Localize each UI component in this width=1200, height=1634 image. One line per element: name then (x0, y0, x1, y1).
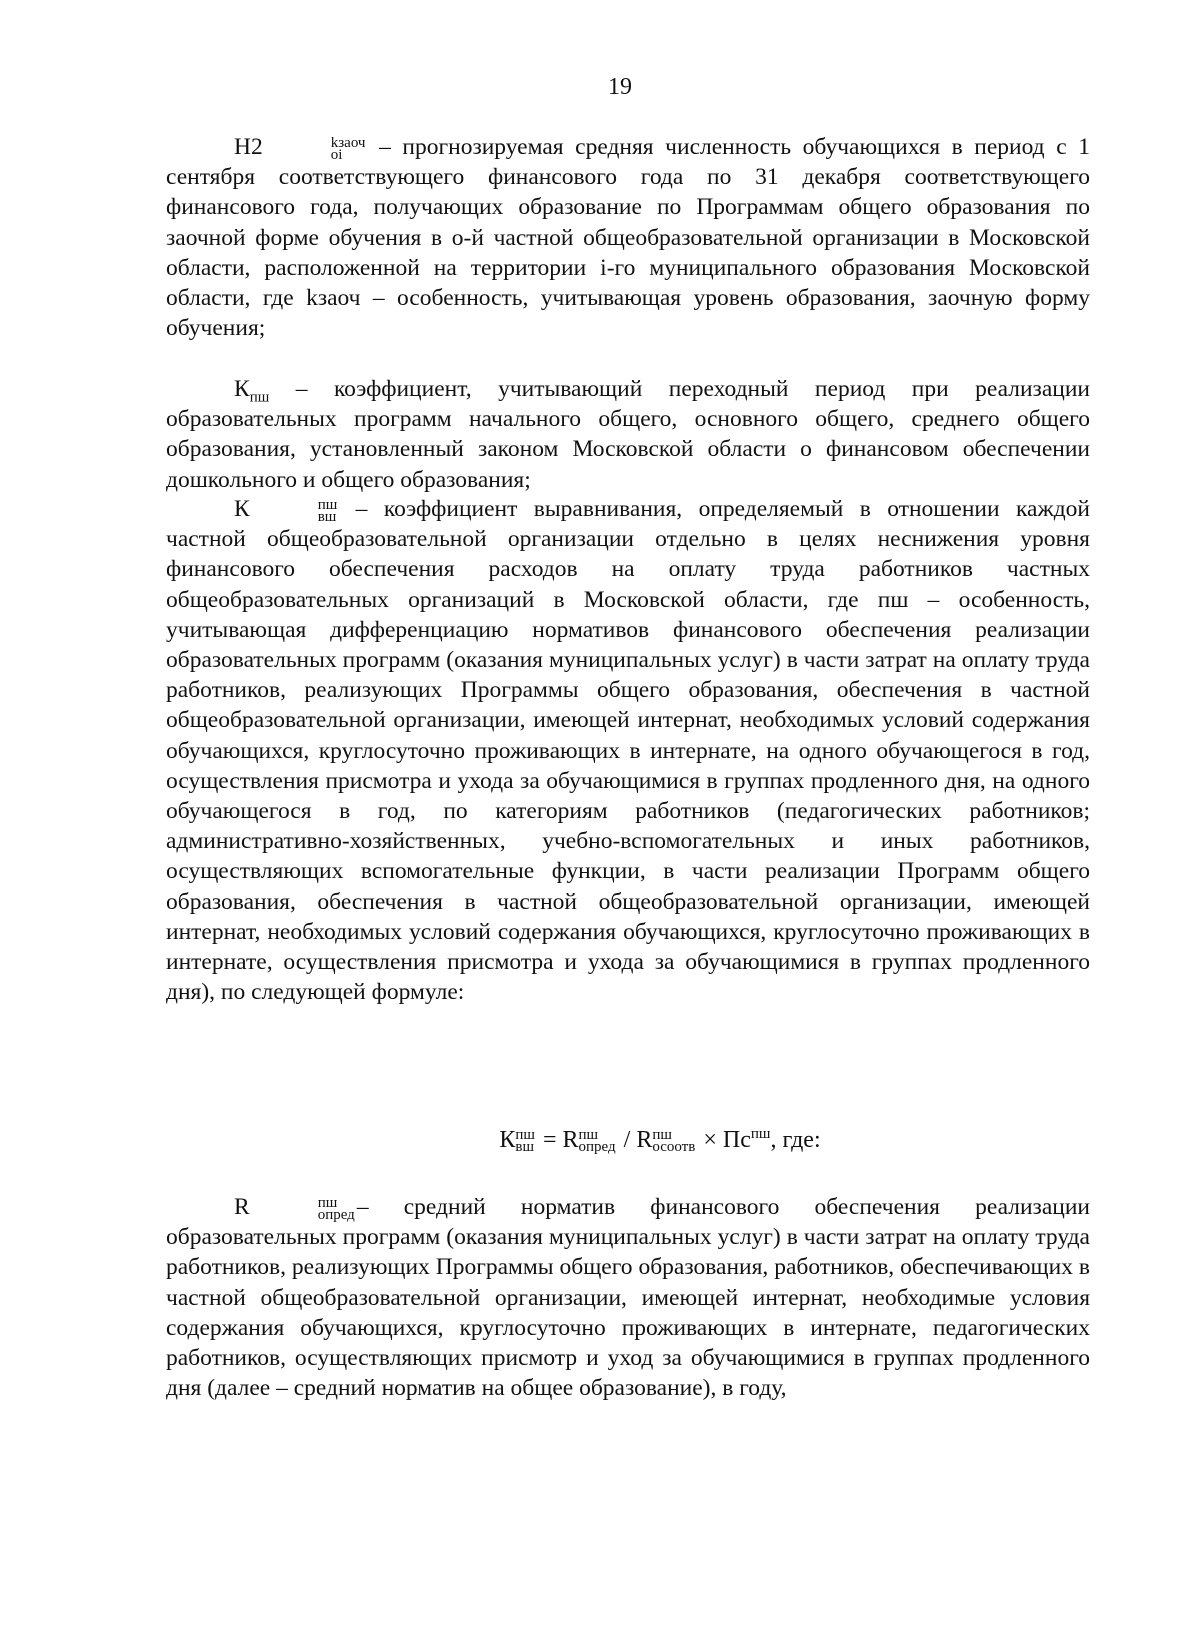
page-number: 19 (608, 74, 632, 100)
paragraph-ropred-definition: R пш опред – средний норматив финансового обеспечения реализации образовательных программ (оказания муниципальных услуг) в части затрат на оплату труда работников, реализующих Программы общего образования, работников, обеспечивающих в частной общеобразовательной организации, имеющей интернат, необходимые условия содержания обучающихся, круглосуточно проживающих в интернате, педагогических работников, осуществляющих присмотр и уход за обучающимися в группах продленного дня (далее – средний норматив на общее образование), в году, (166, 1194, 1090, 1402)
paragraph-kvsh-definition: К пш вш – коэффициент выравнивания, определяемый в отношении каждой частной общеобразовательной организации отдельно в целях неснижения уровня финансового обеспечения расходов на оплату труда работников частных общеобразовательных организаций в Московской области, где пш – особенность, учитывающая дифференциацию нормативов финансового обеспечения реализации образовательных программ (оказания муниципальных услуг) в части затрат на оплату труда работников, реализующих Программы общего образования, обеспечения в частной общеобразовательной организации, имеющей интернат, необходимых условий содержания обучающихся, круглосуточно проживающих в интернате, на одного обучающегося в год, осуществления присмотра и ухода за обучающимися в группах продленного дня, на одного обучающегося в год, по категориям работников (педагогических работников; административно-хозяйственных, учебно-вспомогательных и иных работников, осуществляющих вспомогательные функции, в части реализации Программ общего образования, обеспечения в частной общеобразовательной организации, имеющей интернат, необходимых условий содержания обучающихся, круглосуточно проживающих в интернате, осуществления присмотра и ухода за обучающимися в группах продленного дня), по следующей формуле: (166, 496, 1090, 1006)
paragraph-kpsh-definition: $К_{пш}$ – коэффициент, учитывающий переходный период при реализации образовательных программ начального общего, основного общего, среднего общего образования, установленный законом Московской области о финансовом обеспечении дошкольного и общего образования; (166, 376, 1090, 493)
paragraph-n2-definition: Н2 kзаоч oi – прогнозируемая средняя численность обучающихся в период с 1 сентября соответствующего финансового года по 31 декабря соответствующего финансового года, получающих образование по Программам общего образования по заочной форме обучения в о-й частной общеобразовательной организации в Московской области, расположенной на территории i-го муниципального образования Московской области, где kзаоч – особенность, учитывающая уровень образования, заочную форму обучения; (166, 134, 1090, 342)
formula-kvsh: К пш вш = R пш опред / R пш осоотв × $Пс^{пш}$, где: (499, 1126, 821, 1156)
symbol-ropred: R пш опред (234, 1194, 355, 1223)
symbol-kpsh: $К_{пш}$ (234, 376, 270, 406)
symbol-n2: Н2 kзаоч oi (234, 134, 366, 163)
symbol-kvsh: К пш вш (234, 496, 338, 525)
